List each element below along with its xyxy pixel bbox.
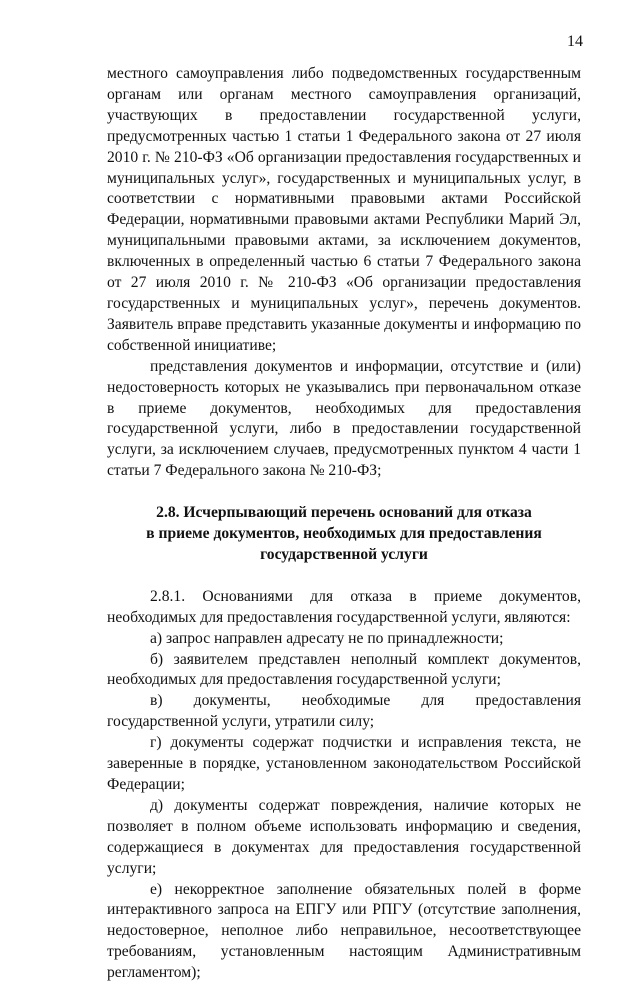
- section-heading-line: в приеме документов, необходимых для предоставления: [146, 525, 542, 543]
- list-item-a: а) запрос направлен адресату не по принадлежности;: [150, 629, 504, 647]
- section-heading-line: государственной услуги: [260, 545, 428, 563]
- list-item-e: е) некорректное заполнение обязательных полей в форме интерактивного запроса на ЕПГУ или РПГУ (отсутствие заполнения, недостоверное, неполное либо неправильное, несоответствующее требованиям, установленным настоящим Административным регламентом);: [107, 880, 581, 982]
- section-heading-line: 2.8. Исчерпывающий перечень оснований для отказа: [156, 504, 532, 522]
- section-heading-2-8: [107, 503, 581, 566]
- list-item-d: д) документы содержат повреждения, наличие которых не позволяет в полном объеме использовать информацию и сведения, содержащиеся в документах для предоставления государственной услуги;: [107, 796, 581, 877]
- page-number: 14: [567, 33, 583, 50]
- paragraph-continuation: местного самоуправления либо подведомственных государственным органам или органам местного самоуправления организаций, участвующих в предоставлении государственной услуги, предусмотренных частью 1 статьи 1 Федерального закона от 27 июля 2010 г. № 210-ФЗ «Об организации предоставления государственных и муниципальных услуг», государственных и муниципальных услуг, в соответствии с нормативными правовыми актами Российской Федерации, нормативными правовыми актами Республики Марий Эл, муниципальными правовыми актами, за исключением документов, включенных в определенный частью 6 статьи 7 Федерального закона от 27 июля 2010 г. № 210-ФЗ «Об организации предоставления государственных и муниципальных услуг», перечень документов. Заявитель вправе представить указанные документы и информацию по собственной инициативе;: [107, 65, 581, 354]
- list-item-v: в) документы, необходимые для предоставления государственной услуги, утратили силу;: [107, 692, 581, 731]
- list-item-g: г) документы содержат подчистки и исправления текста, не заверенные в порядке, установленном законодательством Российской Федерации;: [107, 734, 581, 793]
- paragraph-2-8-1: 2.8.1. Основаниями для отказа в приеме документов, необходимых для предоставления государственной услуги, являются:: [107, 587, 581, 626]
- list-item-b: б) заявителем представлен неполный комплект документов, необходимых для предоставления государственной услуги;: [107, 650, 581, 689]
- paragraph-document-submission: представления документов и информации, отсутствие и (или) недостоверность которых не указывались при первоначальном отказе в приеме документов, необходимых для предоставления государственной услуги, либо в предоставлении государственной услуги, за исключением случаев, предусмотренных пунктом 4 части 1 статьи 7 Федерального закона № 210-ФЗ;: [107, 357, 581, 480]
- document-body: [107, 64, 581, 984]
